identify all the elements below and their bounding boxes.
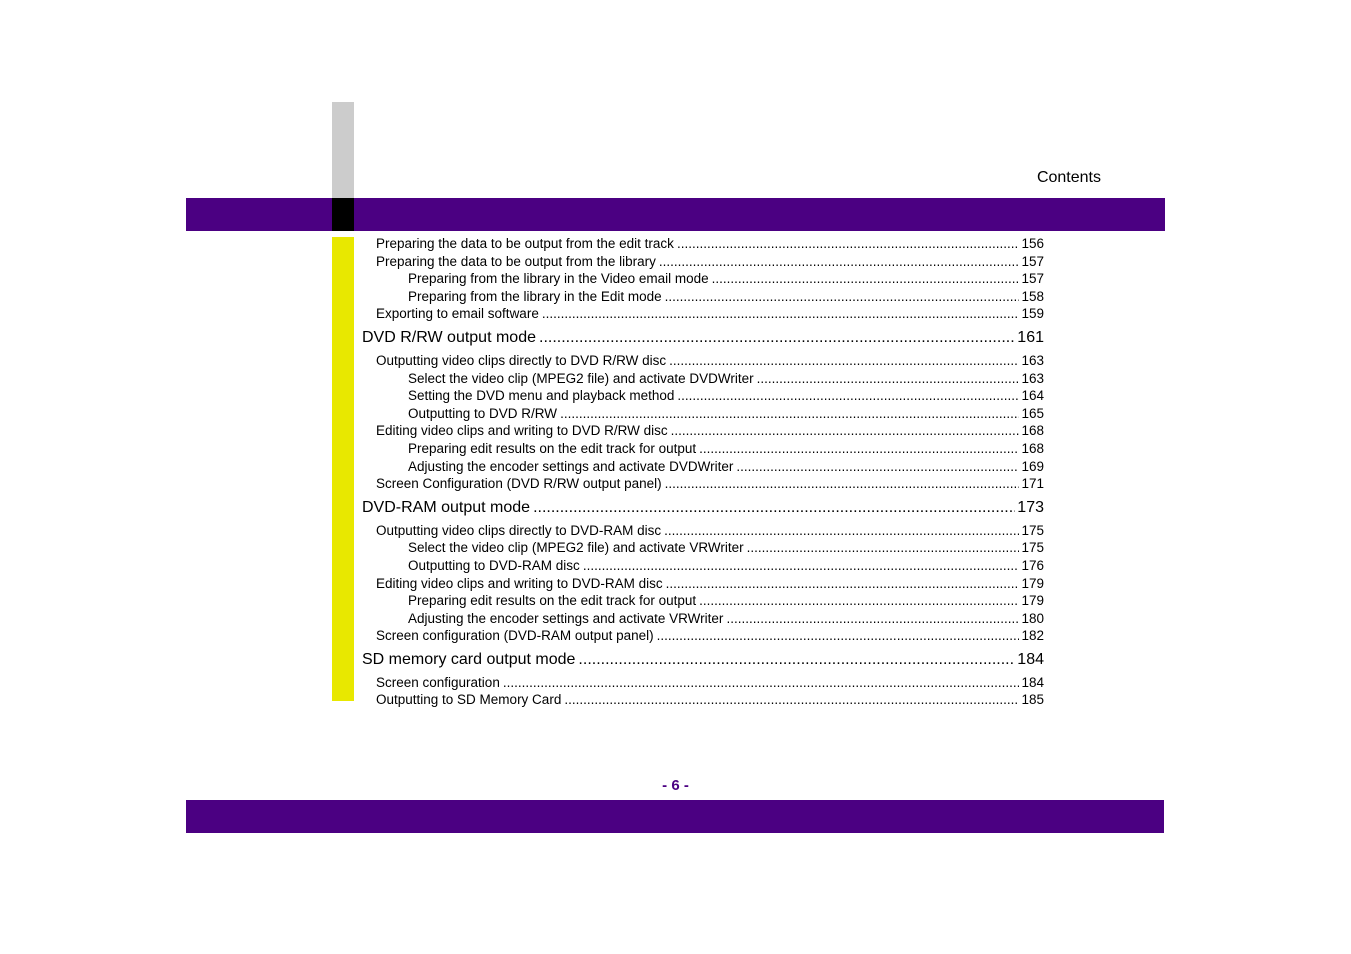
toc-entry[interactable]: [362, 288, 1044, 306]
toc-entry[interactable]: [362, 522, 1044, 540]
toc-entry-title: Preparing edit results on the edit track for output: [408, 593, 697, 609]
leader-dots: [659, 253, 1020, 271]
leader-dots: [542, 305, 1020, 323]
toc-entry[interactable]: [362, 575, 1044, 593]
toc-entry-title: Preparing edit results on the edit track for output: [408, 440, 697, 456]
page-number: - 6 -: [662, 777, 689, 794]
leader-dots: [564, 691, 1019, 709]
toc-entry-title: Adjusting the encoder settings and activate VRWriter: [408, 610, 724, 626]
toc-entry-title: Editing video clips and writing to DVD R/RW disc: [376, 423, 668, 439]
leader-dots: [664, 522, 1019, 540]
toc-entry-page: 157: [1021, 253, 1044, 269]
leader-dots: [669, 352, 1019, 370]
toc-entry-page: 159: [1021, 306, 1044, 322]
toc-entry-title: Preparing the data to be output from the edit track: [376, 236, 674, 251]
leader-dots: [677, 235, 1020, 253]
table-of-contents: [362, 235, 1044, 709]
section-title: Contents: [1036, 169, 1101, 186]
toc-entry-title: Outputting to SD Memory Card: [376, 692, 562, 708]
leader-dots: [533, 493, 1015, 522]
leader-dots: [757, 370, 1020, 388]
leader-dots: [665, 288, 1020, 306]
toc-entry-page: 182: [1021, 628, 1044, 644]
toc-entry-title: Preparing from the library in the Video email mode: [408, 271, 709, 287]
toc-entry-page: 175: [1021, 540, 1044, 556]
toc-entry[interactable]: [362, 691, 1044, 709]
toc-entry-title: Outputting video clips directly to DVD-RAM disc: [376, 522, 662, 538]
leader-dots: [677, 387, 1019, 405]
toc-entry-title: Editing video clips and writing to DVD-RAM disc: [376, 575, 663, 591]
leader-dots: [726, 610, 1019, 628]
leader-dots: [560, 405, 1019, 423]
toc-entry[interactable]: [362, 592, 1044, 610]
toc-entry[interactable]: [362, 475, 1044, 493]
leader-dots: [736, 458, 1019, 476]
footer-bar: [186, 800, 1164, 833]
toc-entry[interactable]: [362, 422, 1044, 440]
toc-entry[interactable]: [362, 305, 1044, 323]
toc-entry[interactable]: [362, 235, 1044, 253]
toc-chapter-title: DVD-RAM output mode: [362, 498, 531, 516]
toc-entry-page: 163: [1021, 370, 1044, 386]
toc-chapter-page: 184: [1017, 650, 1044, 668]
leader-dots: [699, 440, 1019, 458]
toc-entry-title: Adjusting the encoder settings and activate DVDWriter: [408, 458, 734, 474]
toc-entry-page: 184: [1021, 674, 1044, 690]
toc-entry[interactable]: [362, 405, 1044, 423]
toc-entry-page: 158: [1021, 288, 1044, 304]
leader-dots: [503, 674, 1020, 692]
toc-entry-title: Preparing from the library in the Edit mode: [408, 288, 662, 304]
toc-chapter-title: SD memory card output mode: [362, 650, 576, 668]
toc-entry-page: 169: [1021, 458, 1044, 474]
toc-entry-page: 156: [1021, 236, 1044, 251]
leader-dots: [583, 557, 1020, 575]
toc-entry-title: Select the video clip (MPEG2 file) and activate DVDWriter: [408, 370, 754, 386]
yellow-tab-decoration: [332, 237, 354, 701]
leader-dots: [665, 475, 1020, 493]
toc-entry[interactable]: [362, 387, 1044, 405]
toc-entry[interactable]: [362, 352, 1044, 370]
toc-entry-title: Exporting to email software: [376, 306, 539, 322]
toc-entry-title: Outputting to DVD R/RW: [408, 405, 558, 421]
toc-entry[interactable]: [362, 627, 1044, 645]
toc-entry-page: 164: [1021, 388, 1044, 404]
toc-chapter[interactable]: [362, 645, 1044, 674]
toc-entry[interactable]: [362, 458, 1044, 476]
toc-entry-page: 171: [1021, 476, 1044, 492]
toc-entry-page: 168: [1021, 423, 1044, 439]
toc-chapter[interactable]: [362, 493, 1044, 522]
toc-chapter-page: 161: [1017, 328, 1044, 346]
toc-entry[interactable]: [362, 440, 1044, 458]
toc-entry-title: Screen configuration (DVD-RAM output panel): [376, 628, 654, 644]
leader-dots: [671, 422, 1020, 440]
leader-dots: [666, 575, 1020, 593]
toc-entry-page: 176: [1021, 557, 1044, 573]
toc-entry-title: Preparing the data to be output from the library: [376, 253, 656, 269]
toc-entry-page: 165: [1021, 405, 1044, 421]
toc-entry[interactable]: [362, 539, 1044, 557]
toc-entry-page: 163: [1021, 352, 1044, 368]
toc-entry-page: 179: [1021, 593, 1044, 609]
leader-dots: [539, 323, 1015, 352]
toc-entry-page: 175: [1021, 522, 1044, 538]
toc-entry-title: Screen Configuration (DVD R/RW output panel): [376, 476, 662, 492]
toc-chapter-page: 173: [1017, 498, 1044, 516]
toc-entry-page: 180: [1021, 610, 1044, 626]
toc-entry[interactable]: [362, 370, 1044, 388]
leader-dots: [699, 592, 1019, 610]
toc-entry-title: Outputting to DVD-RAM disc: [408, 557, 580, 573]
leader-dots: [657, 627, 1020, 645]
toc-entry-page: 168: [1021, 440, 1044, 456]
black-tab-decoration: [332, 198, 354, 231]
leader-dots: [747, 539, 1020, 557]
leader-dots: [578, 645, 1015, 674]
toc-entry-page: 179: [1021, 575, 1044, 591]
toc-entry-title: Outputting video clips directly to DVD R/RW disc: [376, 352, 667, 368]
toc-entry-page: 185: [1021, 692, 1044, 708]
toc-entry-title: Screen configuration: [376, 674, 500, 690]
toc-chapter[interactable]: [362, 323, 1044, 352]
leader-dots: [712, 270, 1020, 288]
gray-tab-decoration: [332, 102, 354, 198]
toc-chapter-title: DVD R/RW output mode: [362, 328, 536, 346]
toc-entry-title: Setting the DVD menu and playback method: [408, 388, 675, 404]
toc-entry[interactable]: [362, 270, 1044, 288]
toc-entry[interactable]: [362, 253, 1044, 271]
toc-entry[interactable]: [362, 610, 1044, 628]
toc-entry[interactable]: [362, 674, 1044, 692]
toc-entry-page: 157: [1021, 271, 1044, 287]
toc-entry-title: Select the video clip (MPEG2 file) and activate VRWriter: [408, 540, 744, 556]
toc-entry[interactable]: [362, 557, 1044, 575]
